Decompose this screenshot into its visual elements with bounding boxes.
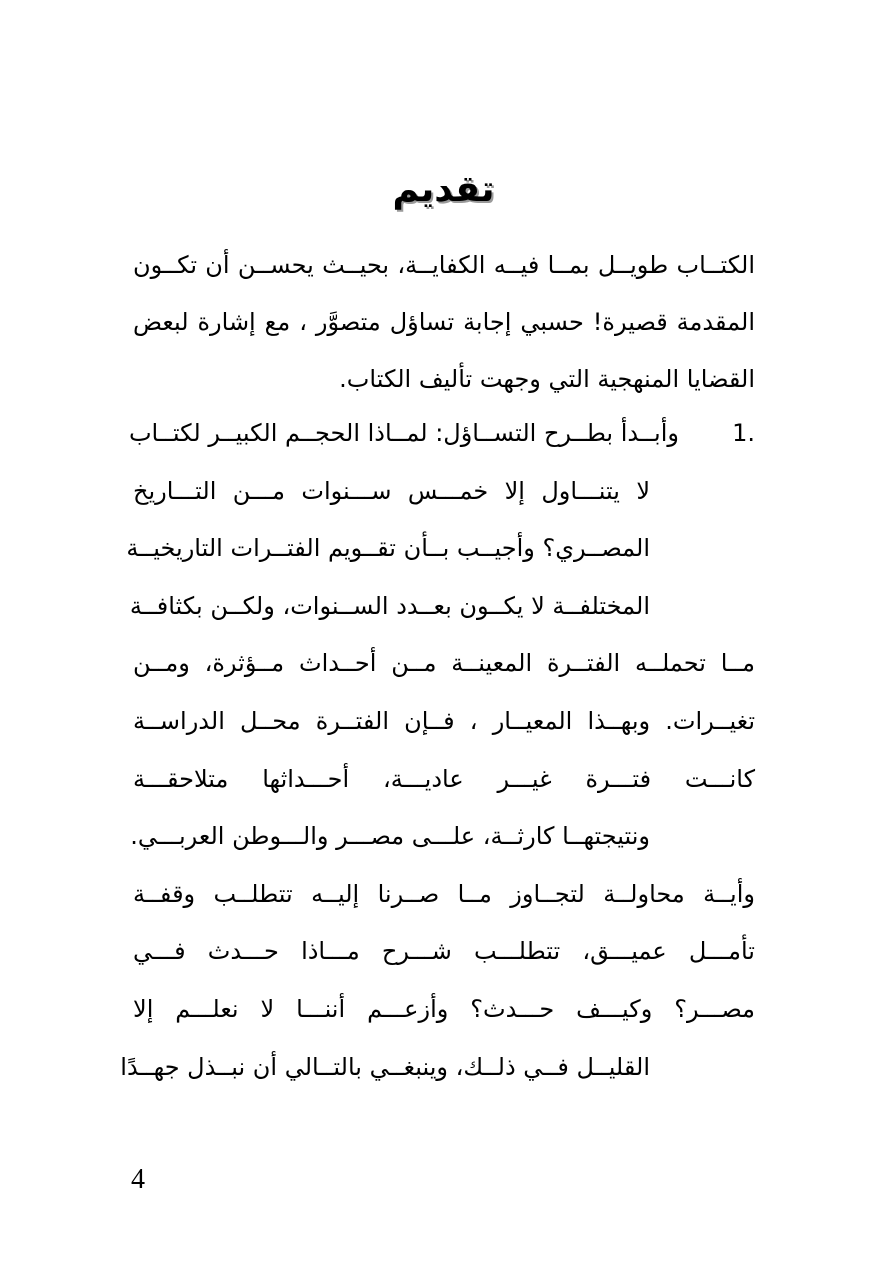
- item-line: المصــري؟ وأجيــب بــأن تقــويم الفتــرات التاريخيــة: [126, 534, 650, 563]
- item-text: [120, 405, 755, 1096]
- item-line: كانـــت فتـــرة غيـــر عاديـــة، أحـــداثها متلاحقـــة: [133, 764, 755, 793]
- intro-line: المقدمة قصيرة! حسبي إجابة تساؤل متصوَّر ، مع إشارة لبعض: [133, 308, 755, 336]
- item-line: وأبــدأ بطــرح التســاؤل: لمــاذا الحجــم الكبيــر لكتــاب: [128, 419, 679, 447]
- intro-line: الكتــاب طويــل بمــا فيــه الكفايــة، بحيــث يحســن أن تكــون: [133, 251, 755, 279]
- intro-paragraph: [133, 237, 755, 408]
- item-line: القليــل فــي ذلــك، وينبغــي بالتــالي أن نبــذل جهــدًا: [120, 1052, 650, 1081]
- item-number: 1.: [732, 419, 755, 447]
- page-number: 4: [131, 1164, 145, 1195]
- chapter-title: [0, 160, 887, 220]
- item-line: ونتيجتهــا كارثــة، علـــى مصـــر والـــوطن العربـــي.: [130, 822, 650, 851]
- item-line: مــا تحملــه الفتــرة المعينــة مــن أحــداث مــؤثرة، ومــن: [133, 649, 755, 678]
- item-line: مصـــر؟ وكيـــف حـــدث؟ وأزعـــم أننـــا لا نعلـــم إلا: [133, 994, 755, 1023]
- item-line: المختلفــة لا يكــون بعــدد الســنوات، ولكــن بكثافــة: [129, 591, 650, 620]
- item-line: تأمـــل عميـــق، تتطلـــب شـــرح مـــاذا حـــدث فـــي: [133, 937, 755, 966]
- item-line: لا يتنـــاول إلا خمـــس ســـنوات مـــن التـــاريخ: [133, 476, 650, 505]
- item-line: وأيــة محاولــة لتجــاوز مــا صــرنا إليــه تتطلــب وقفــة: [133, 879, 755, 908]
- chapter-title-text: تقديم: [392, 169, 495, 210]
- intro-line: القضايا المنهجية التي وجهت تأليف الكتاب.: [339, 365, 755, 393]
- item-line: تغيــرات. وبهــذا المعيــار ، فــإن الفتــرة محــل الدراســة: [133, 706, 755, 735]
